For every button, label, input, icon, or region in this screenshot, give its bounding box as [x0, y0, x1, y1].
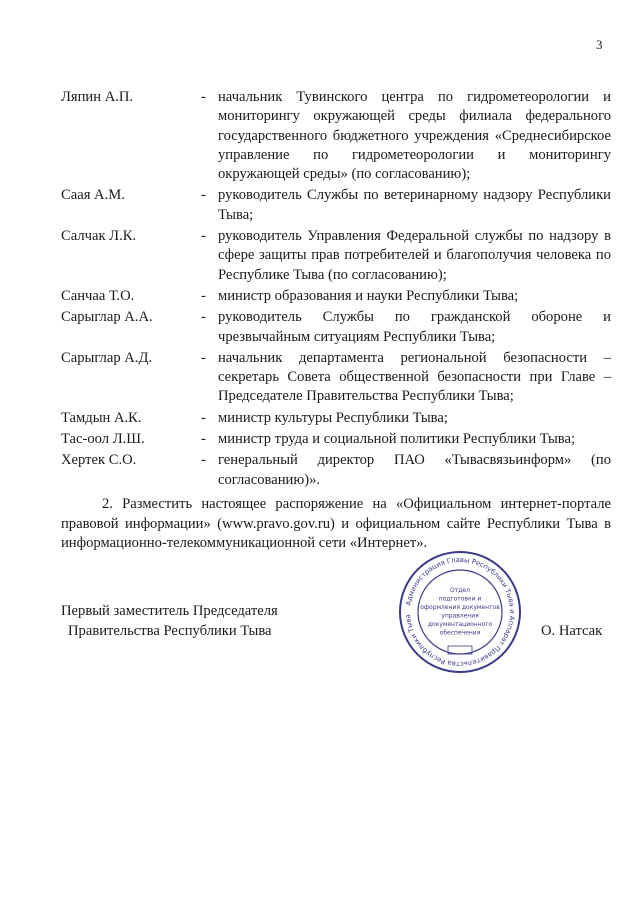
- member-name: Санчаа Т.О.: [61, 287, 135, 304]
- svg-text:подготовки и: подготовки и: [438, 595, 482, 603]
- paragraph-2: 2. Разместить настоящее распоряжение на «Официальном интернет-портале правовой информации» (www.pravo.gov.ru) и официальном сайте Республики Тыва в информационно-телекоммуникационной сети «Интернет».: [61, 496, 611, 551]
- member-role: начальник департамента региональной безопасности – секретарь Совета общественной безопасности при Главе – Председателе Правительства Республики Тыва;: [218, 349, 611, 405]
- member-name: Саая А.М.: [61, 187, 125, 204]
- svg-text:документационного: документационного: [427, 621, 493, 628]
- svg-text:управления: управления: [441, 612, 479, 620]
- member-role: министр труда и социальной политики Республики Тыва;: [218, 431, 576, 448]
- member-name: Тамдын А.К.: [61, 409, 142, 426]
- official-seal: [398, 550, 522, 674]
- member-row: [61, 308, 611, 347]
- member-dash: -: [201, 452, 206, 469]
- member-name: Салчак Л.К.: [61, 228, 137, 245]
- member-row: [61, 88, 611, 184]
- member-row: [61, 287, 611, 306]
- signatory-title-line1: Первый заместитель Председателя: [61, 603, 278, 619]
- seal-center-text: [420, 587, 500, 637]
- member-role: министр культуры Республики Тыва;: [218, 409, 448, 426]
- member-role: руководитель Службы по ветеринарному надзору Республики Тыва;: [218, 187, 611, 223]
- member-dash: -: [201, 431, 206, 448]
- member-role: министр образования и науки Республики Тыва;: [218, 287, 519, 304]
- member-row: [61, 430, 611, 449]
- member-dash: -: [201, 228, 206, 245]
- member-dash: -: [201, 187, 206, 204]
- svg-text:оформления документов: оформления документов: [420, 604, 500, 611]
- member-dash: -: [201, 287, 206, 304]
- member-name: Сарыглар А.Д.: [61, 349, 153, 366]
- member-role: руководитель Службы по гражданской обороне и чрезвычайным ситуациям Республики Тыва;: [218, 309, 611, 345]
- member-row: [61, 186, 611, 225]
- member-row: [61, 349, 611, 407]
- member-dash: -: [201, 349, 206, 366]
- member-role: генеральный директор ПАО «Тывасвязьинформ» (по согласованию)».: [218, 452, 611, 488]
- member-row: [61, 451, 611, 490]
- member-name: Сарыглар А.А.: [61, 309, 153, 326]
- member-name: Тас-оол Л.Ш.: [61, 431, 145, 448]
- member-name: Хертек С.О.: [61, 452, 137, 469]
- svg-text:Отдел: Отдел: [450, 587, 470, 594]
- seal-ring-text: Администрация Главы Республики Тыва и Аппарат Правительства Республики Тыва: [404, 555, 517, 669]
- svg-text:обеспечения: обеспечения: [439, 629, 481, 637]
- page-number: 3: [596, 37, 603, 52]
- member-dash: -: [201, 89, 206, 105]
- signatory-name: О. Натсак: [541, 623, 603, 639]
- member-row: [61, 409, 611, 428]
- member-dash: -: [201, 409, 206, 426]
- member-role: руководитель Управления Федеральной службы по надзору в сфере защиты прав потребителей и благополучия человека по Республике Тыва (по согласованию);: [218, 228, 611, 283]
- signatory-title-line2: Правительства Республики Тыва: [68, 623, 272, 639]
- member-role: начальник Тувинского центра по гидрометеорологии и мониторингу окружающей среды филиала федерального государственного бюджетного учреждения «Среднесибирское управление по гидрометеорологии и мониторингу окружающей среды» (по согласованию);: [218, 89, 611, 183]
- member-name: Ляпин А.П.: [61, 89, 134, 105]
- member-row: [61, 227, 611, 285]
- member-dash: -: [201, 309, 206, 326]
- members-list: [61, 88, 611, 492]
